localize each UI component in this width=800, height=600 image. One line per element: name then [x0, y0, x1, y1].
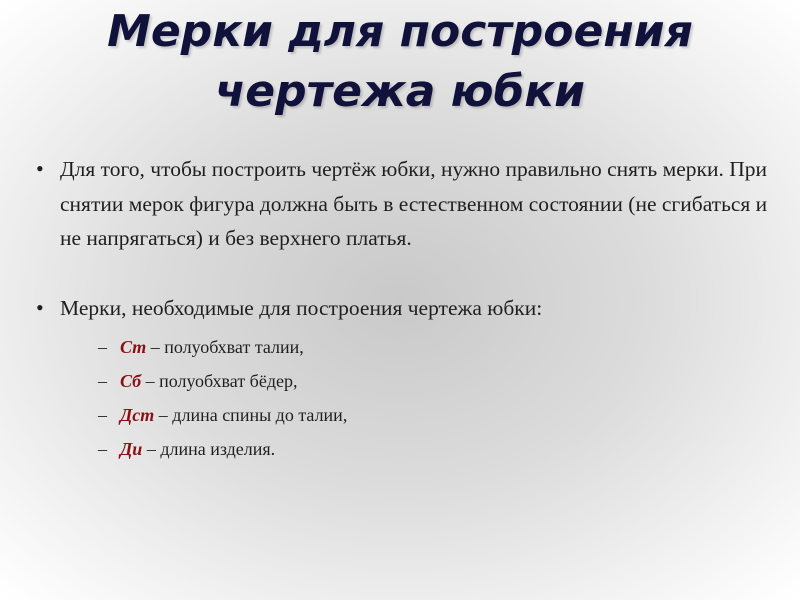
title-line-2: чертежа юбки	[215, 66, 585, 117]
measurement-abbr: Ди	[120, 439, 143, 459]
dash-icon: –	[98, 371, 107, 391]
measurement-item-dst	[98, 398, 776, 432]
bullet-icon: •	[36, 156, 44, 181]
bullet-list	[36, 152, 776, 466]
measurement-abbr: Ст	[120, 337, 147, 357]
measurement-desc: – длина изделия.	[142, 439, 276, 459]
dash-icon: –	[98, 337, 107, 357]
measurement-abbr: Дст	[120, 405, 155, 425]
dash-icon: –	[98, 439, 107, 459]
measurement-list	[60, 330, 776, 466]
dash-icon: –	[98, 405, 107, 425]
measurement-item-di	[98, 432, 776, 466]
measurement-desc: – полуобхват талии,	[146, 337, 304, 357]
measurement-item-st	[98, 330, 776, 364]
measurement-desc: – полуобхват бёдер,	[141, 371, 298, 391]
measurement-abbr: Сб	[120, 371, 142, 391]
bullet-item-intro	[36, 152, 776, 256]
measurement-item-sb	[98, 364, 776, 398]
slide-title	[0, 0, 800, 122]
measurement-desc: – длина спины до талии,	[154, 405, 348, 425]
bullet-icon: •	[36, 294, 44, 320]
title-line-1: Мерки для построения	[107, 6, 693, 57]
bullet-text-measurements: Мерки, необходимые для построения чертежа юбки:	[60, 295, 543, 320]
bullet-item-measurements	[36, 291, 776, 467]
bullet-text-intro: Для того, чтобы построить чертёж юбки, нужно правильно снять мерки. При снятии мерок фигура должна быть в естественном состоянии (не сгибаться и не напрягаться) и без верхнего платья.	[60, 157, 768, 250]
